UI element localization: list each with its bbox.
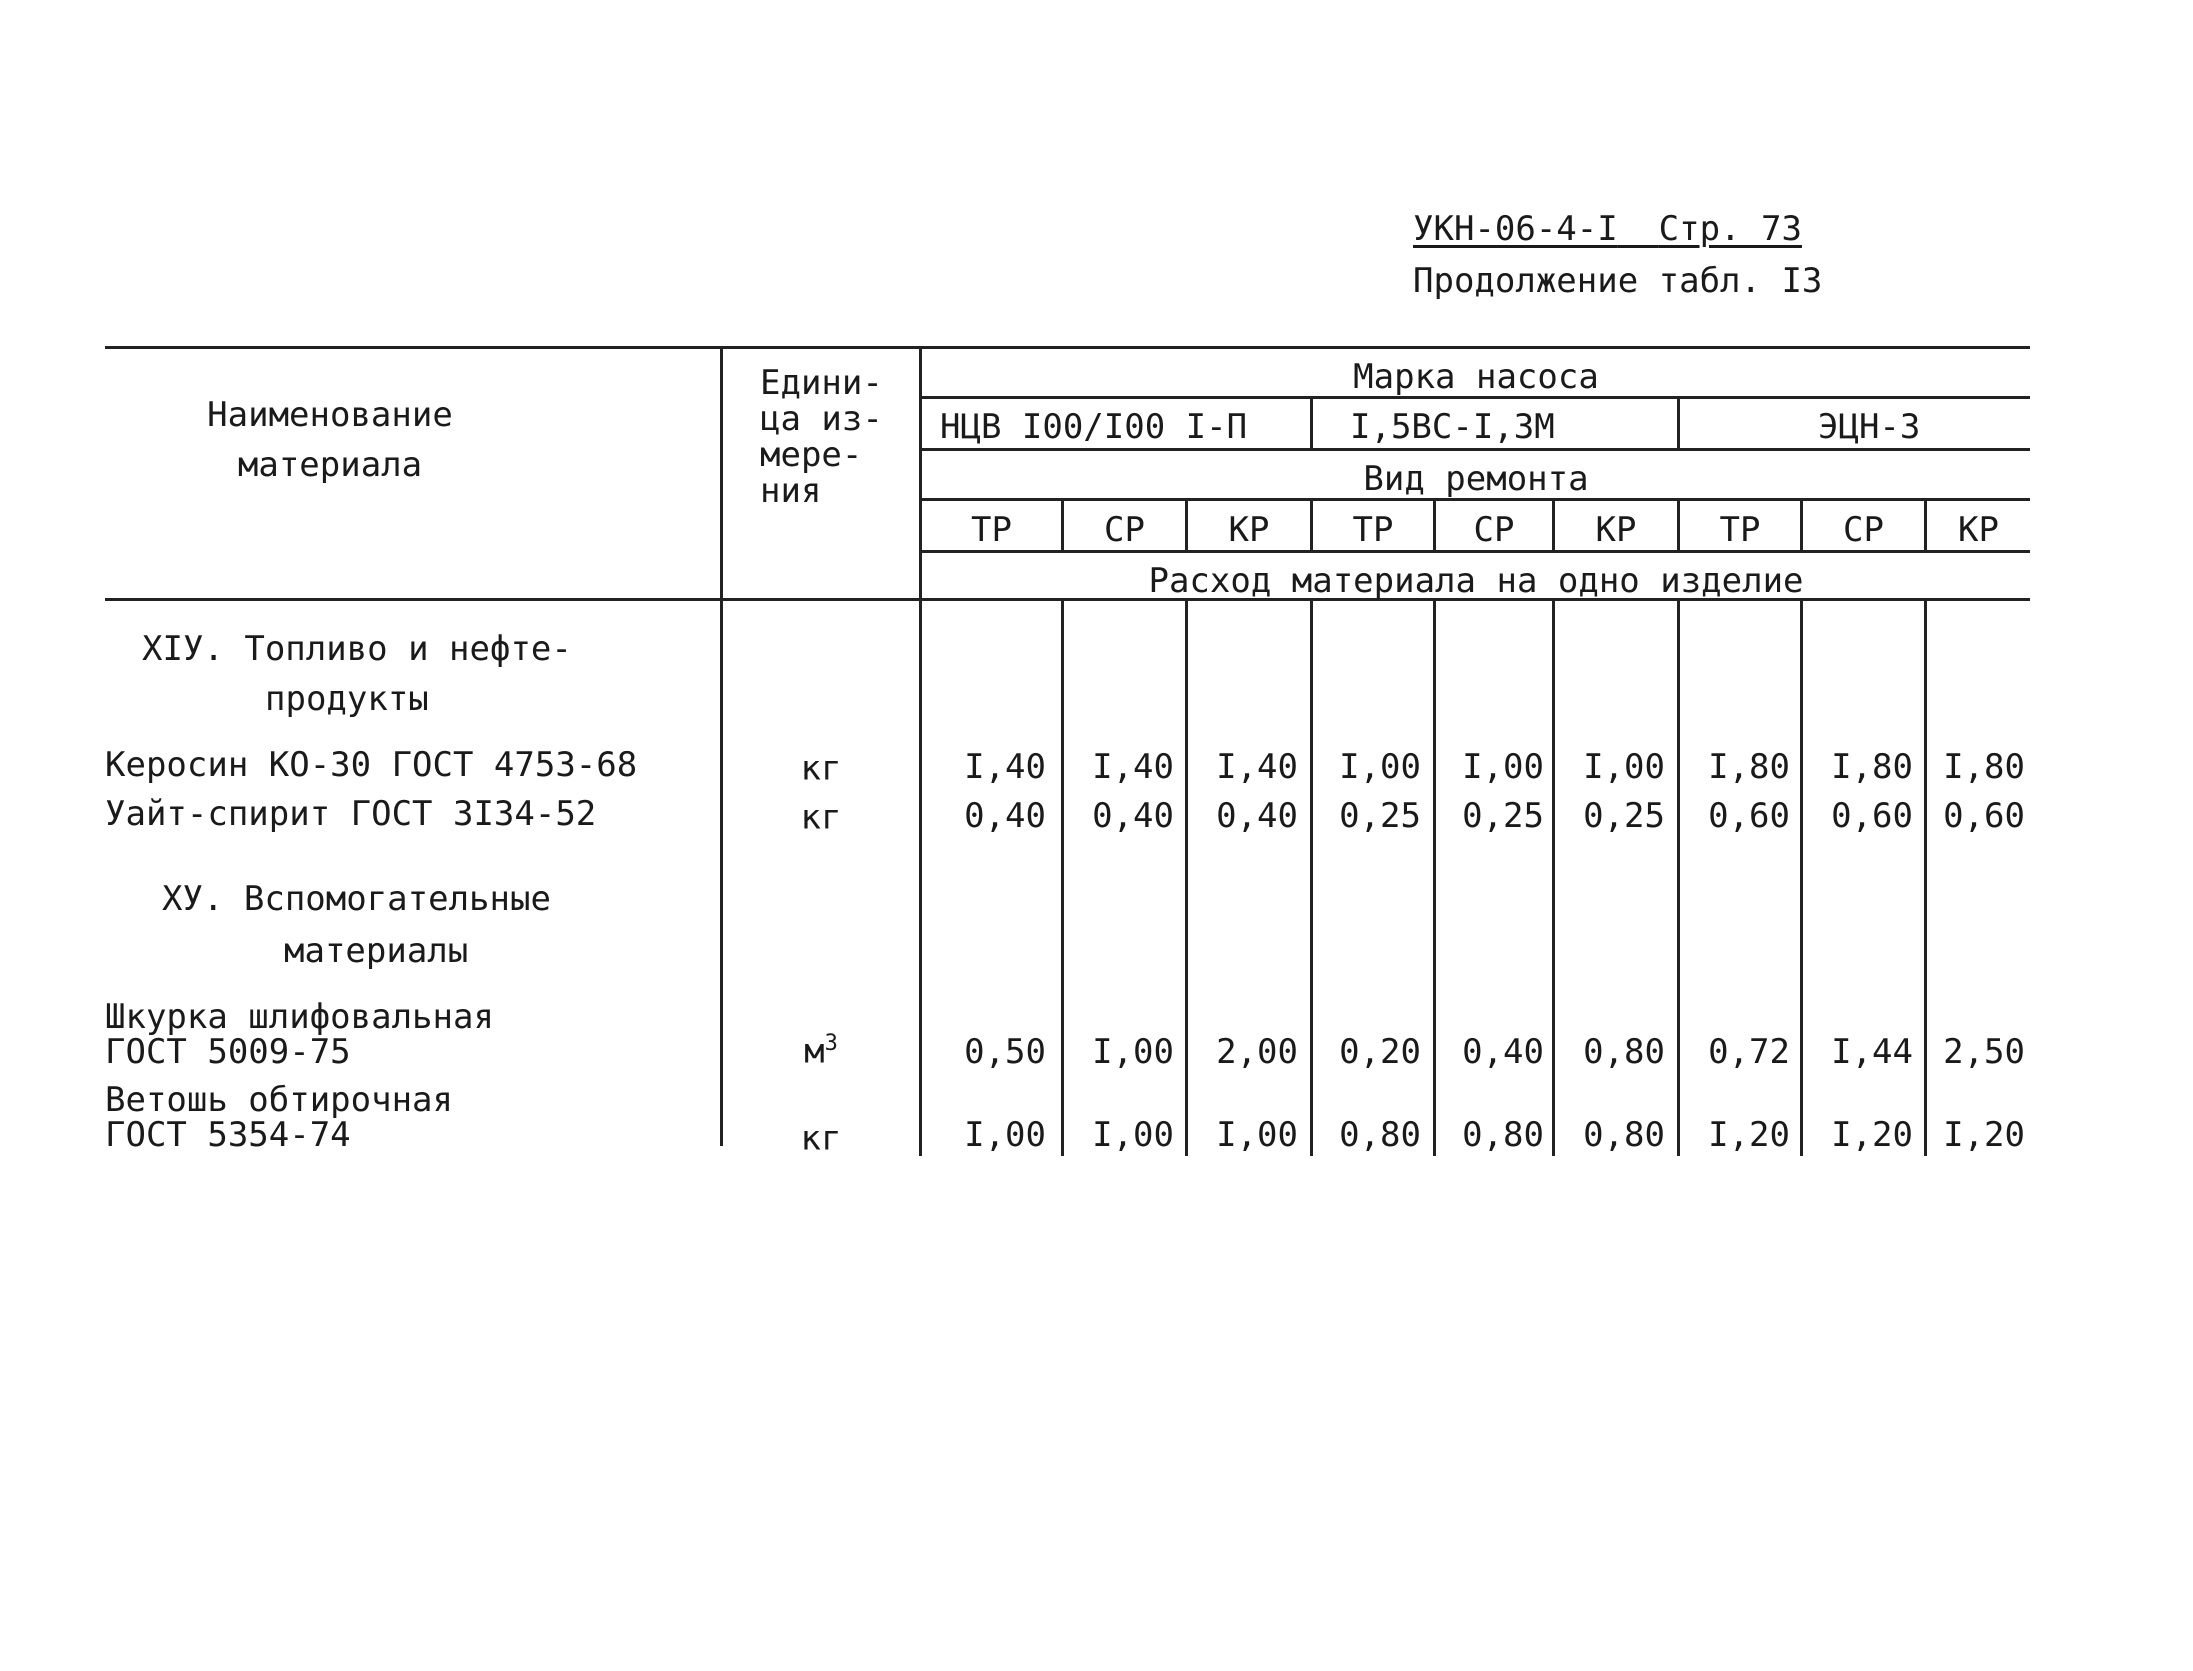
- value-cell: 0,40: [964, 796, 1046, 836]
- document-reference: [1413, 209, 1802, 249]
- material-name-line-2: ГОСТ 5354-74: [105, 1115, 351, 1155]
- value-cell: I,00: [1216, 1115, 1298, 1155]
- body-col-separator-4: [1433, 598, 1436, 1156]
- material-name: Уайт-спирит ГОСТ 3I34-52: [105, 794, 597, 834]
- value-cell: I,20: [1708, 1115, 1790, 1155]
- value-cell: 0,60: [1708, 796, 1790, 836]
- repair-types-rule: [922, 550, 2030, 553]
- pump-models-rule: [922, 448, 2030, 451]
- section-title-line-1: XIУ. Топливо и нефте-: [142, 629, 572, 669]
- pump-separator-2: [1677, 396, 1680, 448]
- material-header-line-2: материала: [237, 445, 423, 485]
- consumption-header: Расход материала на одно изделие: [1148, 561, 1804, 601]
- pump-model-2: I,5ВС-I,3М: [1350, 407, 1555, 447]
- value-cell: I,00: [1583, 747, 1665, 787]
- value-cell: 0,40: [1462, 1032, 1544, 1072]
- value-cell: I,00: [1092, 1115, 1174, 1155]
- value-cell: I,20: [1831, 1115, 1913, 1155]
- value-cell: 0,60: [1831, 796, 1913, 836]
- value-cell: 0,25: [1462, 796, 1544, 836]
- repair-type-1: ТР: [971, 510, 1012, 550]
- material-name-line-1: Шкурка шлифовальная: [105, 997, 494, 1037]
- repair-type-3: КР: [1228, 510, 1270, 550]
- value-cell: 0,80: [1462, 1115, 1544, 1155]
- section-title-line-1: ХУ. Вспомогательные: [162, 879, 551, 919]
- value-cell: I,44: [1831, 1032, 1913, 1072]
- value-cell: 0,25: [1339, 796, 1421, 836]
- repair-type-6: КР: [1595, 510, 1637, 550]
- pump-model-1: НЦВ I00/I00 I-П: [940, 407, 1248, 447]
- material-header-line-1: Наименование: [207, 395, 453, 435]
- value-cell: 0,40: [1216, 796, 1298, 836]
- repair-type-8: СР: [1843, 510, 1884, 550]
- repair-type-7: ТР: [1719, 510, 1761, 550]
- repair-type-9: КР: [1958, 510, 1999, 550]
- unit-header-line-2: ца из-: [760, 399, 883, 439]
- repair-type-2: СР: [1104, 510, 1145, 550]
- value-cell: 0,50: [964, 1032, 1046, 1072]
- section-title-line-2: продукты: [265, 679, 429, 719]
- page-number: Стр. 73: [1658, 209, 1802, 249]
- value-cell: I,00: [1462, 747, 1544, 787]
- unit-header-line-1: Едини-: [760, 363, 883, 403]
- unit-header-line-4: ния: [760, 471, 822, 511]
- value-cell: I,40: [1092, 747, 1174, 787]
- value-cell: 0,40: [1092, 796, 1174, 836]
- unit-text: кг: [800, 797, 842, 838]
- value-cell: 0,80: [1339, 1115, 1421, 1155]
- doc-code: УКН-06-4-I: [1413, 209, 1618, 249]
- unit-header-line-3: мере-: [760, 435, 863, 475]
- value-cell: 0,20: [1339, 1032, 1421, 1072]
- unit-cell: [723, 1031, 919, 1072]
- value-cell: I,80: [1708, 747, 1790, 787]
- unit-col-left-border: [720, 346, 723, 1146]
- unit-superscript: 3: [824, 1031, 838, 1056]
- value-cell: 2,00: [1216, 1032, 1298, 1072]
- unit-text: м: [804, 1031, 825, 1072]
- unit-text: кг: [800, 1118, 842, 1159]
- value-cell: I,00: [1092, 1032, 1174, 1072]
- pump-model-3: ЭЦН-3: [1818, 407, 1921, 447]
- section-title-line-2: материалы: [284, 931, 469, 971]
- unit-text: кг: [800, 748, 842, 789]
- value-cell: I,00: [964, 1115, 1046, 1155]
- unit-cell: [723, 1118, 919, 1159]
- body-col-separator-8: [1924, 598, 1927, 1156]
- repair-type-5: СР: [1473, 510, 1515, 550]
- body-col-separator-5: [1552, 598, 1555, 1156]
- body-col-separator-2: [1185, 598, 1188, 1156]
- value-cell: I,40: [964, 747, 1046, 787]
- value-cell: I,80: [1831, 747, 1913, 787]
- value-cell: I,20: [1943, 1115, 2025, 1155]
- value-cell: 0,80: [1583, 1115, 1665, 1155]
- unit-cell: [723, 748, 919, 789]
- pump-separator-1: [1310, 396, 1313, 448]
- material-name: Керосин КО-30 ГОСТ 4753-68: [105, 745, 638, 785]
- body-col-separator-1: [1061, 598, 1064, 1156]
- repair-kind-header: Вид ремонта: [1363, 459, 1589, 499]
- value-cell: 0,25: [1583, 796, 1665, 836]
- value-cell: 2,50: [1943, 1032, 2025, 1072]
- table-top-rule: [105, 346, 2030, 349]
- material-name-line-2: ГОСТ 5009-75: [105, 1032, 351, 1072]
- table-continuation-caption: Продолжение табл. I3: [1413, 261, 1823, 301]
- value-cell: 0,80: [1583, 1032, 1665, 1072]
- body-col-separator-6: [1677, 598, 1680, 1156]
- body-col-separator-3: [1310, 598, 1313, 1156]
- unit-cell: [723, 797, 919, 838]
- value-cell: I,00: [1339, 747, 1421, 787]
- pump-brand-header: Марка насоса: [1353, 357, 1599, 397]
- value-cell: I,80: [1943, 747, 2025, 787]
- value-cell: 0,60: [1943, 796, 2025, 836]
- material-name-line-1: Ветошь обтирочная: [105, 1080, 453, 1120]
- value-cell: 0,72: [1708, 1032, 1790, 1072]
- value-cell: I,40: [1216, 747, 1298, 787]
- body-col-separator-7: [1800, 598, 1803, 1156]
- repair-type-4: ТР: [1352, 510, 1394, 550]
